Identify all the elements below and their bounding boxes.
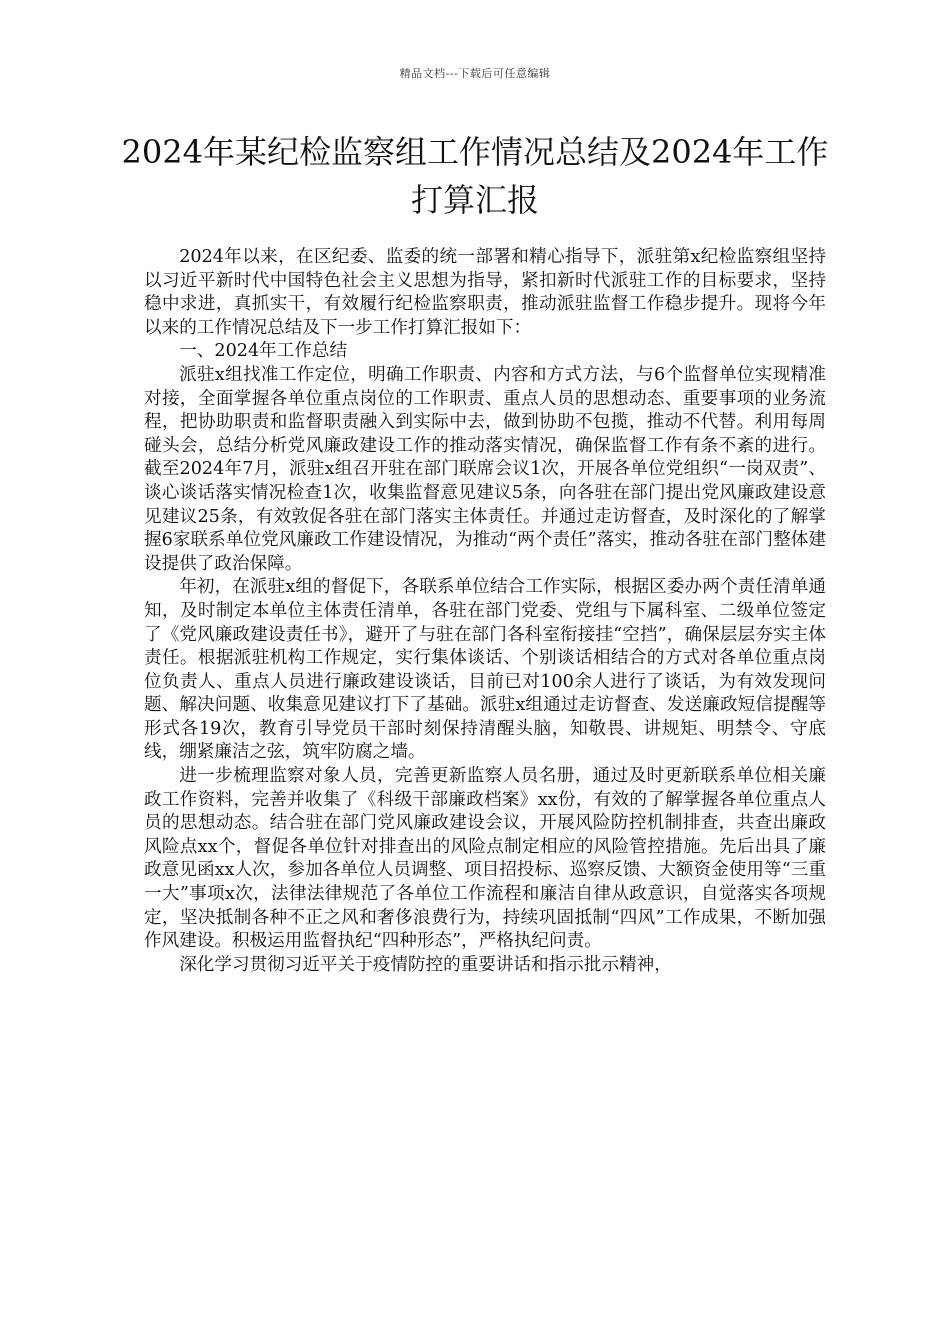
paragraph: 年初，在派驻x组的督促下，各联系单位结合工作实际，根据区委办两个责任清单通知，及时制定本单位主体责任清单，各驻在部门党委、党组与下属科室、二级单位签定了《党风廉政建设责任书》，避开了与驻在部门各科室衔接挂“空挡”，确保层层夯实主体责任。根据派驻机构工作规定，实行集体谈话、个别谈话相结合的方式对各单位重点岗位负责人、重点人员进行廉政建设谈话，目前已对100余人进行了谈话，为有效发现问题、解决问题、收集意见建议打下了基础。派驻x组通过走访督查、发送廉政短信提醒等形式各19次，教育引导党员干部时刻保持清醒头脑，知敬畏、讲规矩、明禁令、守底线，绷紧廉洁之弦，筑牢防腐之墙。 bbox=[144, 577, 826, 763]
paragraph: 派驻x组找准工作定位，明确工作职责、内容和方式方法，与6个监督单位实现精准对接，全面掌握各单位重点岗位的工作职责、重点人员的思想动态、重要事项的业务流程，把协助职责和监督职责融入到实际中去，做到协助不包揽，推动不代替。利用每周碰头会，总结分析党风廉政建设工作的推动落实情况，确保监督工作有条不紊的进行。截至2024年7月，派驻x组召开驻在部门联席会议1次，开展各单位党组织“一岗双责”、谈心谈话落实情况检查1次，收集监督意见建议5条，向各驻在部门提出党风廉政建设意见建议25条，有效敦促各驻在部门落实主体责任。并通过走访督查，及时深化的了解掌握6家联系单位党风廉政工作建设情况，为推动“两个责任”落实，推动各驻在部门整体建设提供了政治保障。 bbox=[144, 364, 826, 574]
paragraph: 进一步梳理监察对象人员，完善更新监察人员名册，通过及时更新联系单位相关廉政工作资料，完善并收集了《科级干部廉政档案》xx份，有效的了解掌握各单位重点人员的思想动态。结合驻在部门党风廉政建设会议，开展风险防控机制排查，共查出廉政风险点xx个，督促各单位针对排查出的风险点制定相应的风险管控措施。先后出具了廉政意见函xx人次，参加各单位人员调整、项目招投标、巡察反馈、大额资金使用等“三重一大”事项x次，法律法律规范了各单位工作流程和廉洁自律从政意识，自觉落实各项规定，坚决抵制各种不正之风和奢侈浪费行为，持续巩固抵制“四风”工作成果，不断加强作风建设。积极运用监督执纪“四种形态”，严格执纪问责。 bbox=[144, 766, 826, 952]
section-heading: 一、2024年工作总结 bbox=[179, 341, 348, 362]
document-body bbox=[144, 246, 826, 977]
document-title: 2024年某纪检监察组工作情况总结及2024年工作打算汇报 bbox=[121, 133, 829, 219]
paragraph-intro: 2024年以来，在区纪委、监委的统一部署和精心指导下，派驻第x纪检监察组坚持以习近平新时代中国特色社会主义思想为指导，紧扣新时代派驻工作的目标要求，坚持稳中求进，真抓实干，有效履行纪检监察职责，推动派驻监督工作稳步提升。现将今年以来的工作情况总结及下一步工作打算汇报如下： bbox=[144, 247, 826, 338]
header-note: 精品文档---下载后可任意编辑 bbox=[399, 67, 551, 80]
paragraph: 深化学习贯彻习近平关于疫情防控的重要讲话和指示批示精神， bbox=[179, 954, 672, 975]
